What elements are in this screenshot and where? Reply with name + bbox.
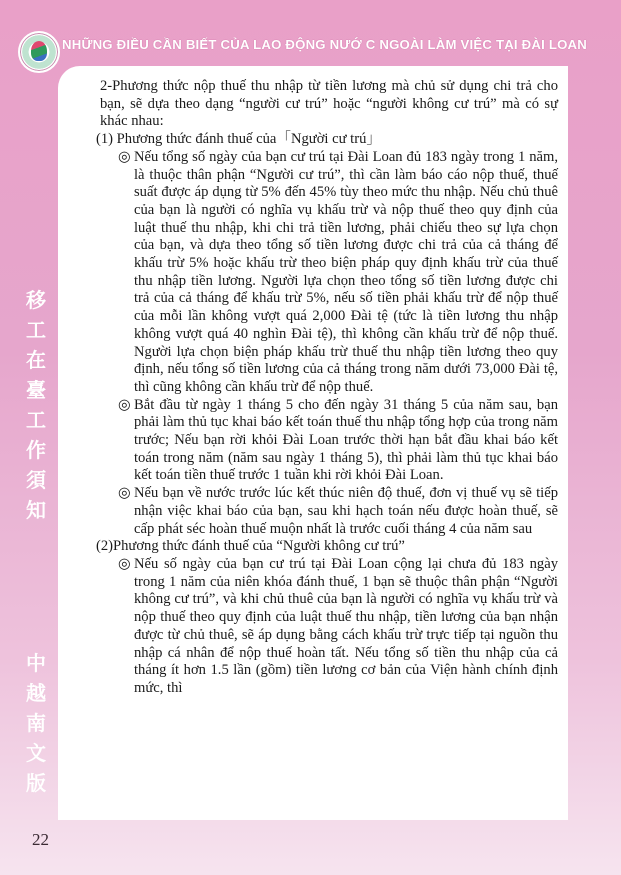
bullet-icon: ◎ [118,555,131,572]
page-number: 22 [32,830,49,849]
sidebar-title-top [24,285,48,525]
list-item-text: Nếu bạn về nước trước lúc kết thúc niên độ thuế, đơn vị thuế vụ sẽ tiếp nhận việc khai báo của bạn, sau khi hạch toán nếu được hoàn thuế, sẽ cấp phát séc hoàn thuế muộn nhất là trước cuối tháng 4 của năm sau [134,485,558,537]
sidebar-char: 工 [26,318,46,342]
bullet-icon: ◎ [118,148,131,165]
sidebar-char: 南 [26,711,46,735]
sidebar-char: 越 [26,681,46,705]
page-header [0,0,621,66]
sidebar-char: 中 [26,651,46,675]
sidebar-char: 作 [26,438,46,462]
list-item [92,485,558,538]
list-item-text: Nếu tổng số ngày của bạn cư trú tại Đài Loan đủ 183 ngày trong 1 năm, là thuộc thân phận “Người cư trú”, thì cần làm báo cáo nộp thuế, thuế suất được áp dụng từ 5% đến 45% tùy theo mức thu nhập. Nếu chủ thuê của bạn là người có nghĩa vụ khấu trừ và nộp thuế theo quy định của luật thuế thu nhập, khi chi trả tiền lương, phải chiếu theo sự lựa chọn của bạn, và dựa theo tổng số tiền lương được chi trả của cả tháng để khấu trừ 5% hoặc khấu trừ theo biện pháp quy định khấu trừ của thuế thu nhập tiền lương. Người lựa chọn theo tổng số tiền lương được chi trả của cả tháng để khấu trừ 5%, nếu số tiền phải khấu trừ để nộp thuế của mỗi lần không vượt quá 2,000 Đài tệ (tức là tiền lương thu nhập không vượt quá 40 nghìn Đài tệ), thì không cần khấu trừ để nộp thuế. Người lựa chọn biện pháp khấu trừ thuế thu nhập tiền lương theo quy định, nếu tổng số tiền lương của cả tháng trong năm dưới 73,000 Đài tệ, thì cũng không cần khấu trừ để nộp thuế. [134,148,558,395]
list-item-text: Bắt đầu từ ngày 1 tháng 5 cho đến ngày 31 tháng 5 của năm sau, bạn phải làm thủ tục khai báo kết toán thuế thu nhập tổng hợp của trong năm trước; Nếu bạn rời khỏi Đài Loan trước thời hạn bắt đầu khai báo kết toán trong năm (năm sau ngày 1 tháng 5), thì phải làm thủ tục khai báo kết toán tiền thuế trước 1 tuần khi rời khỏi Đài Loan. [134,396,558,484]
sidebar-char: 移 [26,288,46,312]
bullet-icon: ◎ [118,396,131,413]
list-item [92,149,558,397]
sidebar-char: 臺 [26,378,46,402]
logo-icon [18,31,60,73]
sidebar-char: 工 [26,408,46,432]
section-heading-resident: (1) Phương thức đánh thuế của「Người cư trú」 [96,131,381,148]
sidebar-char: 版 [26,771,46,795]
sidebar-char: 知 [26,498,46,522]
intro-paragraph: 2-Phương thức nộp thuế thu nhập từ tiền lương mà chủ sử dụng chi trả cho bạn, sẽ dựa theo dạng “người cư trú” hoặc “người không cư trú” mà có sự khác nhau: [100,78,558,130]
section-heading-nonresident: (2)Phương thức đánh thuế của “Người không cư trú” [96,538,405,555]
sidebar-char: 文 [26,741,46,765]
sidebar-char: 須 [26,468,46,492]
document-body [92,78,558,698]
content-panel [58,66,568,820]
list-item [92,397,558,486]
list-item [92,556,558,698]
bullet-icon: ◎ [118,485,131,502]
header-title: NHỮNG ĐIỀU CẦN BIẾT CỦA LAO ĐỘNG NƯỚ C NGOÀI LÀM VIỆC TẠI ĐÀI LOAN [62,37,587,52]
list-item-text: Nếu số ngày của bạn cư trú tại Đài Loan cộng lại chưa đủ 183 ngày trong 1 năm của niên khóa đánh thuế, 1 bạn sẽ thuộc thân phận “Người không cư trú”, và khi chủ thuê của bạn là người có nghĩa vụ khấu trừ và nộp thuế theo quy định của luật thuế thu nhập, tiền lương của bạn nhận được từ chủ thuê, sẽ áp dụng bằng cách khấu trừ trực tiếp tại nguồn thu nhập cá nhân để nộp thuế hoàn tất. Nếu tổng số tiền thu nhập của cả tháng ít hơn 1.5 lần (gồm) tiền lương cơ bản của Viện hành chính định mức, thì [134,555,558,696]
sidebar-title-bottom [24,648,48,798]
sidebar-char: 在 [26,348,46,372]
